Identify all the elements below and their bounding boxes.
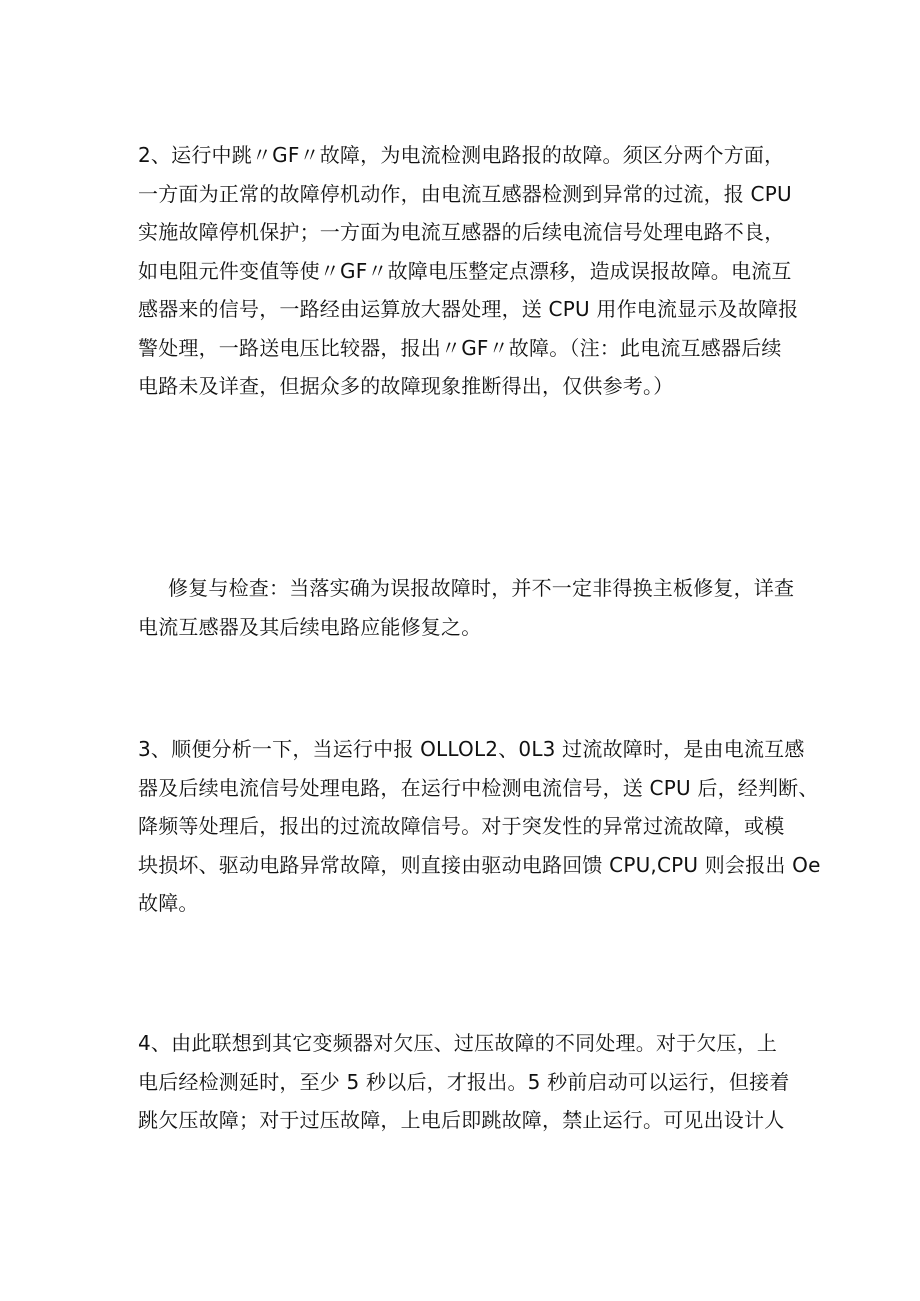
text-line: 3、顺便分析一下，当运行中报 OLLOL2、0L3 过流故障时，是由电流互感 — [138, 737, 805, 761]
text-line: 实施故障停机保护；一方面为电流互感器的后续电流信号处理电路不良， — [138, 220, 785, 244]
text-line: 感器来的信号，一路经由运算放大器处理，送 CPU 用作电流显示及故障报 — [138, 297, 799, 321]
text-line: 2、运行中跳〃GF〃故障，为电流检测电路报的故障。须区分两个方面， — [138, 143, 785, 167]
text-line: 跳欠压故障；对于过压故障，上电后即跳故障，禁止运行。可见出设计人 — [138, 1108, 785, 1132]
text-line: 如电阻元件变值等使〃GF〃故障电压整定点漂移，造成误报故障。电流互 — [138, 258, 792, 283]
text-line: 器及后续电流信号处理电路，在运行中检测电流信号，送 CPU 后，经判断、 — [138, 775, 819, 800]
text-line: 电后经检测延时，至少 5 秒以后，才报出。5 秒前启动可以运行，但接着 — [138, 1069, 790, 1094]
paragraph-repair-check — [138, 569, 795, 646]
text-line: 块损坏、驱动电路异常故障，则直接由驱动电路回馈 CPU,CPU 则会报出 Oe — [138, 852, 821, 877]
text-line: 故障。 — [138, 891, 199, 915]
text-line: 降频等处理后，报出的过流故障信号。对于突发性的异常过流故障，或模 — [138, 814, 785, 838]
paragraph-voltage-faults — [138, 1024, 788, 1140]
paragraph-gf-fault — [138, 136, 799, 406]
text-line: 4、由此联想到其它变频器对欠压、过压故障的不同处理。对于欠压，上 — [138, 1031, 778, 1055]
text-line: 一方面为正常的故障停机动作，由电流互感器检测到异常的过流，报 CPU — [138, 181, 792, 206]
text-line: 电路未及详查，但据众多的故障现象推断得出，仅供参考。） — [138, 374, 674, 398]
text-line: 电流互感器及其后续电路应能修复之。 — [138, 614, 482, 639]
paragraph-overcurrent-analysis — [138, 730, 821, 923]
text-line: 修复与检查：当落实确为误报故障时，并不一定非得换主板修复，详查 — [168, 576, 795, 600]
text-line: 警处理，一路送电压比较器，报出〃GF〃故障。（注：此电流互感器后续 — [138, 335, 782, 360]
